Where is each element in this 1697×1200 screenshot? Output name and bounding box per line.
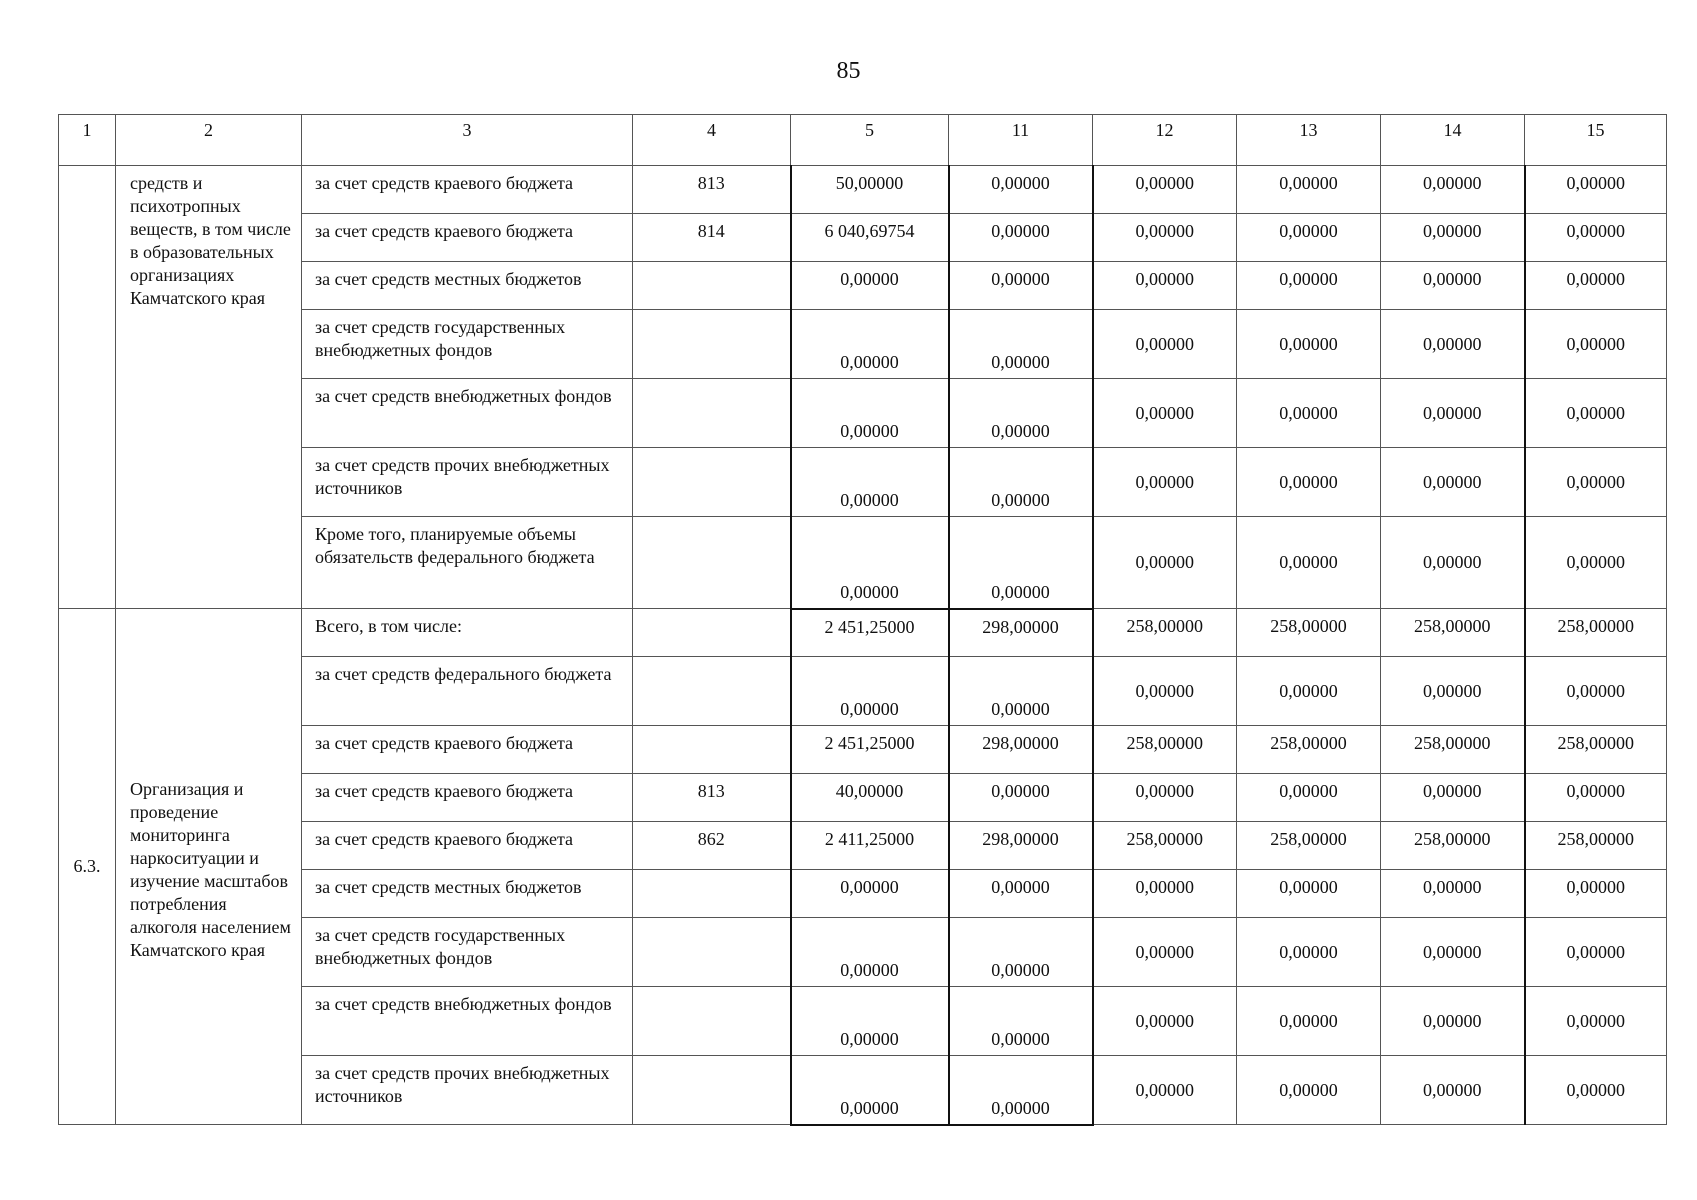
value-cell: 0,00000 xyxy=(1381,310,1525,379)
value-cell: 0,00000 xyxy=(791,310,949,379)
value-cell: 0,00000 xyxy=(1525,987,1667,1056)
funding-source: за счет средств государственных внебюджетных фондов xyxy=(302,310,633,379)
value-cell: 0,00000 xyxy=(1525,918,1667,987)
value-cell: 0,00000 xyxy=(1093,1056,1237,1125)
value-cell: 0,00000 xyxy=(1381,517,1525,609)
value-cell: 0,00000 xyxy=(1237,987,1381,1056)
value-cell: 0,00000 xyxy=(1381,379,1525,448)
header-cell: 15 xyxy=(1525,115,1667,166)
funding-source: за счет средств федерального бюджета xyxy=(302,657,633,726)
value-cell: 0,00000 xyxy=(1237,918,1381,987)
budget-code xyxy=(633,870,791,918)
value-cell: 0,00000 xyxy=(1237,774,1381,822)
table-body xyxy=(59,166,1667,1125)
header-row xyxy=(59,115,1667,166)
value-cell: 0,00000 xyxy=(1237,657,1381,726)
value-cell: 0,00000 xyxy=(1093,870,1237,918)
funding-source: за счет средств прочих внебюджетных источников xyxy=(302,1056,633,1125)
value-cell: 258,00000 xyxy=(1525,822,1667,870)
value-cell: 258,00000 xyxy=(1381,726,1525,774)
value-cell: 0,00000 xyxy=(791,262,949,310)
budget-code xyxy=(633,517,791,609)
value-cell: 0,00000 xyxy=(1237,870,1381,918)
value-cell: 0,00000 xyxy=(1525,517,1667,609)
budget-code xyxy=(633,726,791,774)
value-cell: 0,00000 xyxy=(1237,379,1381,448)
value-cell: 298,00000 xyxy=(949,609,1093,657)
header-cell: 3 xyxy=(302,115,633,166)
value-cell: 0,00000 xyxy=(1381,448,1525,517)
value-cell: 0,00000 xyxy=(1525,1056,1667,1125)
value-cell: 0,00000 xyxy=(791,1056,949,1125)
value-cell: 0,00000 xyxy=(1237,262,1381,310)
value-cell: 0,00000 xyxy=(1381,657,1525,726)
value-cell: 298,00000 xyxy=(949,726,1093,774)
value-cell: 0,00000 xyxy=(791,448,949,517)
item-number: 6.3. xyxy=(59,609,116,1125)
value-cell: 0,00000 xyxy=(1093,918,1237,987)
value-cell: 0,00000 xyxy=(1525,774,1667,822)
value-cell: 0,00000 xyxy=(1237,448,1381,517)
value-cell: 0,00000 xyxy=(1381,987,1525,1056)
value-cell: 0,00000 xyxy=(1093,379,1237,448)
value-cell: 0,00000 xyxy=(1381,774,1525,822)
value-cell: 0,00000 xyxy=(949,310,1093,379)
funding-source: за счет средств прочих внебюджетных источников xyxy=(302,448,633,517)
table-row xyxy=(59,609,1667,657)
table-header xyxy=(59,115,1667,166)
budget-code xyxy=(633,310,791,379)
value-cell: 2 451,25000 xyxy=(791,609,949,657)
header-cell: 11 xyxy=(949,115,1093,166)
value-cell: 258,00000 xyxy=(1525,726,1667,774)
value-cell: 0,00000 xyxy=(1093,448,1237,517)
value-cell: 0,00000 xyxy=(1237,166,1381,214)
value-cell: 0,00000 xyxy=(949,379,1093,448)
value-cell: 0,00000 xyxy=(949,870,1093,918)
value-cell: 0,00000 xyxy=(791,987,949,1056)
value-cell: 6 040,69754 xyxy=(791,214,949,262)
header-cell: 12 xyxy=(1093,115,1237,166)
funding-source: Всего, в том числе: xyxy=(302,609,633,657)
value-cell: 0,00000 xyxy=(791,379,949,448)
budget-code xyxy=(633,609,791,657)
value-cell: 0,00000 xyxy=(1381,214,1525,262)
value-cell: 0,00000 xyxy=(949,214,1093,262)
funding-source: за счет средств краевого бюджета xyxy=(302,166,633,214)
funding-source: за счет средств местных бюджетов xyxy=(302,870,633,918)
value-cell: 0,00000 xyxy=(1093,166,1237,214)
value-cell: 0,00000 xyxy=(791,870,949,918)
value-cell: 0,00000 xyxy=(1093,987,1237,1056)
value-cell: 0,00000 xyxy=(1525,657,1667,726)
value-cell: 258,00000 xyxy=(1381,609,1525,657)
value-cell: 0,00000 xyxy=(1381,262,1525,310)
value-cell: 0,00000 xyxy=(1525,448,1667,517)
budget-code xyxy=(633,448,791,517)
value-cell: 0,00000 xyxy=(949,657,1093,726)
value-cell: 0,00000 xyxy=(949,918,1093,987)
value-cell: 0,00000 xyxy=(791,657,949,726)
value-cell: 258,00000 xyxy=(1093,726,1237,774)
item-number-cell xyxy=(59,166,116,609)
budget-code: 862 xyxy=(633,822,791,870)
budget-code: 813 xyxy=(633,166,791,214)
header-cell: 2 xyxy=(116,115,302,166)
budget-code: 813 xyxy=(633,774,791,822)
value-cell: 0,00000 xyxy=(949,987,1093,1056)
budget-code xyxy=(633,379,791,448)
value-cell: 2 411,25000 xyxy=(791,822,949,870)
value-cell: 40,00000 xyxy=(791,774,949,822)
header-cell: 1 xyxy=(59,115,116,166)
value-cell: 258,00000 xyxy=(1525,609,1667,657)
value-cell: 0,00000 xyxy=(1093,774,1237,822)
value-cell: 0,00000 xyxy=(949,1056,1093,1125)
value-cell: 2 451,25000 xyxy=(791,726,949,774)
funding-source: Кроме того, планируемые объемы обязательств федерального бюджета xyxy=(302,517,633,609)
budget-code: 814 xyxy=(633,214,791,262)
value-cell: 258,00000 xyxy=(1237,822,1381,870)
value-cell: 0,00000 xyxy=(1525,870,1667,918)
budget-code xyxy=(633,657,791,726)
value-cell: 0,00000 xyxy=(1525,262,1667,310)
value-cell: 0,00000 xyxy=(791,918,949,987)
value-cell: 258,00000 xyxy=(1237,726,1381,774)
funding-source: за счет средств внебюджетных фондов xyxy=(302,379,633,448)
value-cell: 0,00000 xyxy=(791,517,949,609)
value-cell: 0,00000 xyxy=(949,517,1093,609)
value-cell: 0,00000 xyxy=(1237,1056,1381,1125)
value-cell: 0,00000 xyxy=(1381,870,1525,918)
budget-code xyxy=(633,1056,791,1125)
value-cell: 50,00000 xyxy=(791,166,949,214)
page-number: 85 xyxy=(836,58,861,84)
funding-source: за счет средств краевого бюджета xyxy=(302,214,633,262)
funding-source: за счет средств государственных внебюджетных фондов xyxy=(302,918,633,987)
budget-code xyxy=(633,918,791,987)
funding-source: за счет средств внебюджетных фондов xyxy=(302,987,633,1056)
value-cell: 258,00000 xyxy=(1093,609,1237,657)
value-cell: 0,00000 xyxy=(1381,166,1525,214)
budget-code xyxy=(633,262,791,310)
value-cell: 258,00000 xyxy=(1381,822,1525,870)
value-cell: 0,00000 xyxy=(949,166,1093,214)
value-cell: 298,00000 xyxy=(949,822,1093,870)
value-cell: 0,00000 xyxy=(1093,517,1237,609)
value-cell: 0,00000 xyxy=(1381,1056,1525,1125)
funding-source: за счет средств краевого бюджета xyxy=(302,774,633,822)
funding-source: за счет средств краевого бюджета xyxy=(302,726,633,774)
value-cell: 0,00000 xyxy=(1093,262,1237,310)
header-cell: 13 xyxy=(1237,115,1381,166)
value-cell: 0,00000 xyxy=(1237,517,1381,609)
value-cell: 258,00000 xyxy=(1237,609,1381,657)
value-cell: 0,00000 xyxy=(1093,214,1237,262)
measure-name: средств и психотропных веществ, в том числе в образовательных организациях Камчатского края xyxy=(116,166,302,609)
value-cell: 0,00000 xyxy=(1381,918,1525,987)
value-cell: 258,00000 xyxy=(1093,822,1237,870)
budget-code xyxy=(633,987,791,1056)
value-cell: 0,00000 xyxy=(1525,166,1667,214)
value-cell: 0,00000 xyxy=(949,774,1093,822)
value-cell: 0,00000 xyxy=(1525,310,1667,379)
measure-name: Организация и проведение мониторинга наркоситуации и изучение масштабов потребления алкоголя населением Камчатского края xyxy=(116,609,302,1125)
value-cell: 0,00000 xyxy=(1237,214,1381,262)
budget-table xyxy=(58,114,1667,1126)
header-cell: 5 xyxy=(791,115,949,166)
value-cell: 0,00000 xyxy=(1525,379,1667,448)
table-row xyxy=(59,166,1667,214)
value-cell: 0,00000 xyxy=(949,262,1093,310)
funding-source: за счет средств краевого бюджета xyxy=(302,822,633,870)
funding-source: за счет средств местных бюджетов xyxy=(302,262,633,310)
value-cell: 0,00000 xyxy=(1237,310,1381,379)
value-cell: 0,00000 xyxy=(1093,657,1237,726)
header-cell: 4 xyxy=(633,115,791,166)
value-cell: 0,00000 xyxy=(949,448,1093,517)
header-cell: 14 xyxy=(1381,115,1525,166)
value-cell: 0,00000 xyxy=(1525,214,1667,262)
value-cell: 0,00000 xyxy=(1093,310,1237,379)
